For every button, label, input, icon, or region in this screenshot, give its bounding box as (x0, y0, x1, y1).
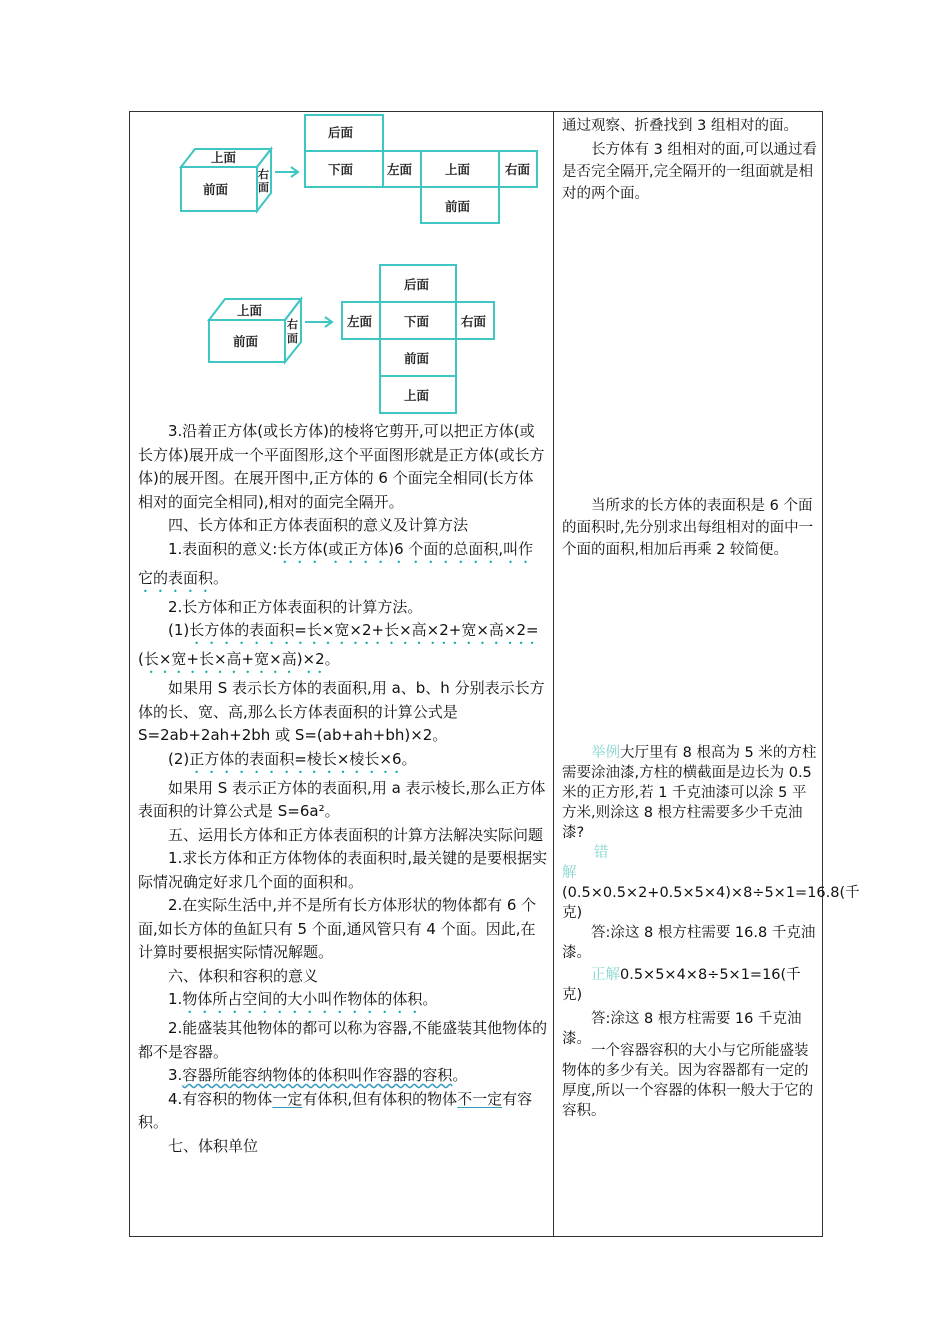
para-volume-vs-capacity: 4.有容积的物体一定有体积,但有体积的物体不一定有容积。 (138, 1089, 533, 1131)
cube2-top-label: 上面 (237, 303, 263, 318)
cube2-right-label-1: 右 (287, 318, 298, 331)
para-key-point: 1.求长方体和正方体物体的表面积时,最关键的是要根据实际情况确定好求几个面的面积和。 (138, 849, 548, 891)
note-opposite-faces: 通过观察、折叠找到 3 组相对的面。 (562, 118, 798, 134)
para-capacity-def: 3.容器所能容纳物体的体积叫作容器的容积。 (168, 1066, 468, 1084)
note-surface-tip: 当所求的长方体的表面积是 6 个面的面积时,先分别求出每组相对的面中一个面的面积,相加后再乘 2 较简便。 (562, 498, 814, 558)
note-container-volume: 一个容器容积的大小与它所能盛装物体的多少有关。因为容器都有一定的厚度,所以一个容器的体积一般大于它的容积。 (562, 1043, 814, 1119)
net2-bottom-label: 下面 (404, 314, 430, 329)
net1-left-label: 左面 (387, 162, 413, 177)
example-problem: 举例大厅里有 8 根高为 5 米的方柱需要涂油漆,方柱的横截面是边长为 0.5 米的正方形,若 1 千克油漆可以涂 5 平方米,则涂这 8 根方柱需要多少千克油漆? (562, 745, 817, 841)
net1-right-label: 右面 (505, 162, 531, 177)
net2-front-label: 前面 (404, 351, 430, 366)
wrong-tag-2: 解 (562, 865, 577, 881)
column-divider (553, 111, 554, 1237)
cube1-right-label-2: 面 (258, 181, 269, 194)
correct-solution: 正解0.5×5×4×8÷5×1=16(千克) (562, 967, 801, 1003)
figure-cuboid-net-2 (205, 262, 505, 417)
left-column (138, 420, 548, 1158)
net2-left-label: 左面 (347, 314, 373, 329)
net1-top-label: 上面 (445, 162, 471, 177)
para-cuboid-formula: (1)长方体的表面积=长×宽×2+长×高×2+宽×高×2=(长×宽+长×高+宽×高)×2。 (138, 621, 539, 668)
heading-surface-area: 四、长方体和正方体表面积的意义及计算方法 (168, 516, 469, 534)
wrong-answer: 答:涂这 8 根方柱需要 16.8 千克油漆。 (562, 925, 816, 961)
para-volume-def: 1.物体所占空间的大小叫作物体的体积。 (168, 990, 438, 1008)
cube1-top-label: 上面 (211, 150, 237, 165)
para-real-life: 2.在实际生活中,并不是所有长方体形状的物体都有 6 个面,如长方体的鱼缸只有 5 个面,通风管只有 4 个面。因此,在计算时要根据实际情况解题。 (138, 896, 537, 961)
wrong-tag-1: 错 (593, 845, 609, 861)
heading-volume-units: 七、体积单位 (168, 1136, 259, 1155)
net2-back-label: 后面 (404, 277, 430, 292)
cube1-right-label-1: 右 (258, 168, 269, 181)
cube2-front-label: 前面 (233, 334, 259, 349)
example-block (562, 743, 860, 1049)
para-cube-formula: (2)正方体的表面积=棱长×棱长×6。 (168, 749, 417, 768)
cube2-right-label-2: 面 (287, 332, 298, 345)
heading-volume-capacity: 六、体积和容积的意义 (168, 966, 319, 985)
para-container-def: 2.能盛装其他物体的都可以称为容器,不能盛装其他物体的都不是容器。 (138, 1019, 548, 1061)
cube1-front-label: 前面 (203, 182, 229, 197)
para-calc-method: 2.长方体和正方体表面积的计算方法。 (168, 597, 423, 616)
para-unfolding: 3.沿着正方体(或长方体)的棱将它剪开,可以把正方体(或长方体)展开成一个平面图形,这个平面图形就是正方体(或长方体)的展开图。在展开图中,正方体的 6 个面完全相同(长方体相对的面完全相同),相对的面完全隔开。 (138, 422, 545, 511)
para-cuboid-symbolic: 如果用 S 表示长方体的表面积,用 a、b、h 分别表示长方体的长、宽、高,那么长方体表面积的计算公式是 S=2ab+2ah+2bh 或 S=(ab+ah+bh)×2。 (138, 679, 545, 744)
para-surface-area-meaning: 1.表面积的意义:长方体(或正方体)6 个面的总面积,叫作它的表面积。 (138, 539, 534, 587)
net1-bottom-label: 下面 (328, 162, 354, 177)
net2-right-label: 右面 (461, 314, 487, 329)
wrong-solution: 解(0.5×0.5×2+0.5×5×4)×8÷5×1=16.8(千克) (562, 865, 860, 921)
net1-back-label: 后面 (328, 125, 354, 140)
correct-answer: 答:涂这 8 根方柱需要 16 千克油漆。 (562, 1011, 802, 1047)
para-cube-symbolic: 如果用 S 表示正方体的表面积,用 a 表示棱长,那么正方体表面积的计算公式是 S=6a²。 (138, 778, 546, 820)
example-tag: 举例 (591, 745, 620, 761)
right-column (562, 115, 860, 1119)
correct-tag: 正解 (591, 967, 620, 983)
note-three-pairs: 长方体有 3 组相对的面,可以通过看是否完全隔开,完全隔开的一组面就是相对的两个面。 (562, 142, 818, 202)
heading-application: 五、运用长方体和正方体表面积的计算方法解决实际问题 (168, 825, 544, 844)
net1-front-label: 前面 (445, 199, 471, 214)
net2-top-label: 上面 (404, 388, 430, 403)
figure-cuboid-net-1 (175, 112, 545, 232)
